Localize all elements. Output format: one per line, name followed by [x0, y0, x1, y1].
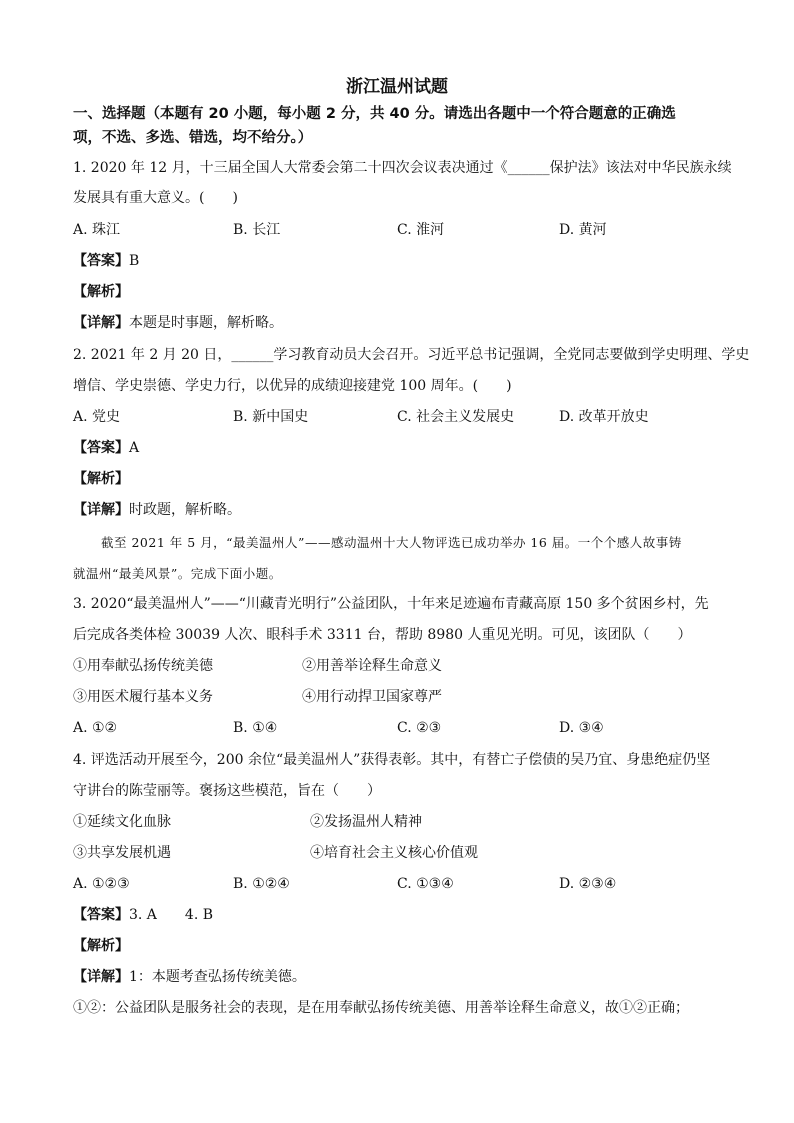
answer-value: A: [129, 440, 140, 456]
answer-value: B: [129, 253, 140, 269]
q3-stem-line-1: 3. 2020“最美温州人”——“川藏青光明行”公益团队，十年来足迹遍布青藏高原 150 多个贫困乡村，先: [73, 596, 709, 612]
q1-answer: [73, 251, 139, 271]
detail-tag: 【详解】: [73, 315, 129, 331]
q1-option-c: C. 淮河: [397, 222, 445, 238]
detail-tag: 【详解】: [73, 502, 129, 518]
q4-stem-line-1: 4. 评选活动开展至今，200 余位“最美温州人”获得表彰。其中，有替亡子偿债的吴乃宜、身患绝症仍坚: [73, 752, 711, 768]
q4-statement-4: ④培育社会主义核心价值观: [310, 845, 478, 861]
q2-detail: [73, 500, 241, 520]
q1-analysis: 【解析】: [73, 284, 129, 300]
q2-answer: [73, 438, 139, 458]
answer-tag: 【答案】: [73, 253, 129, 269]
detail-text: 本题是时事题，解析略。: [129, 315, 283, 331]
q34-answer: [73, 905, 213, 925]
q4-statement-2: ②发扬温州人精神: [310, 814, 422, 830]
q3-statement-1: ①用奉献弘扬传统美德: [73, 658, 213, 674]
detail-tag: 【详解】: [73, 969, 129, 985]
q4-option-b: B. ①②④: [233, 876, 290, 892]
q2-option-d: D. 改革开放史: [559, 409, 649, 425]
q3-statement-2: ②用善举诠释生命意义: [302, 658, 442, 674]
answer-tag: 【答案】: [73, 440, 129, 456]
material-line-2: 就温州“最美风景”。完成下面小题。: [73, 566, 282, 581]
q2-stem-line-1: 2. 2021 年 2 月 20 日，______学习教育动员大会召开。习近平总书记强调，全党同志要做到学史明理、学史: [73, 347, 750, 363]
q1-stem-line-2: 发展具有重大意义。( ): [73, 190, 238, 206]
q1-detail: [73, 313, 283, 333]
q2-analysis: 【解析】: [73, 471, 129, 487]
q4-stem-line-2: 守讲台的陈莹丽等。褒扬这些模范，旨在（ ）: [73, 783, 381, 799]
q3-option-d: D. ③④: [559, 720, 604, 736]
q4-statement-3: ③共享发展机遇: [73, 845, 171, 861]
section-heading-line-1: 一、选择题（本题有 20 小题，每小题 2 分，共 40 分。请选出各题中一个符合题意的正确选: [73, 106, 676, 122]
q1-option-b: B. 长江: [233, 222, 281, 238]
detail-text: 时政题，解析略。: [129, 502, 241, 518]
q2-stem-line-2: 增信、学史崇德、学史力行，以优异的成绩迎接建党 100 周年。( ): [73, 378, 512, 394]
detail-text: 1：本题考查弘扬传统美德。: [129, 969, 306, 985]
q3-option-a: A. ①②: [73, 720, 118, 736]
q1-stem-line-1: 1. 2020 年 12 月，十三届全国人大常委会第二十四次会议表决通过《______保护法》该法对中华民族永续: [73, 160, 732, 176]
q2-option-c: C. 社会主义发展史: [397, 409, 515, 425]
answer-tag: 【答案】: [73, 907, 129, 923]
q3-statement-4: ④用行动捍卫国家尊严: [302, 689, 442, 705]
q34-analysis: 【解析】: [73, 938, 129, 954]
q4-option-a: A. ①②③: [73, 876, 130, 892]
q2-option-b: B. 新中国史: [233, 409, 309, 425]
q4-option-d: D. ②③④: [559, 876, 617, 892]
q1-option-d: D. 黄河: [559, 222, 607, 238]
section-heading-line-2: 项，不选、多选、错选，均不给分。）: [73, 130, 313, 146]
q3-option-c: C. ②③: [397, 720, 442, 736]
q34-detail: [73, 967, 306, 987]
q3-option-b: B. ①④: [233, 720, 278, 736]
q3-statement-3: ③用医术履行基本义务: [73, 689, 213, 705]
material-line-1: 截至 2021 年 5 月，“最美温州人”——感动温州十大人物评选已成功举办 16 届。一个个感人故事铸: [101, 535, 682, 550]
page-title: 浙江温州试题: [346, 77, 448, 97]
answer-value: 3. A 4. B: [129, 907, 214, 923]
q4-statement-1: ①延续文化血脉: [73, 814, 171, 830]
q1-option-a: A. 珠江: [73, 222, 121, 238]
q2-option-a: A. 党史: [73, 409, 121, 425]
q3-stem-line-2: 后完成各类体检 30039 人次、眼科手术 3311 台，帮助 8980 人重见光明。可见，该团队（ ）: [73, 627, 692, 643]
q4-option-c: C. ①③④: [397, 876, 454, 892]
q34-detail-line-2: ①②：公益团队是服务社会的表现，是在用奉献弘扬传统美德、用善举诠释生命意义，故①②正确；: [73, 1000, 689, 1016]
